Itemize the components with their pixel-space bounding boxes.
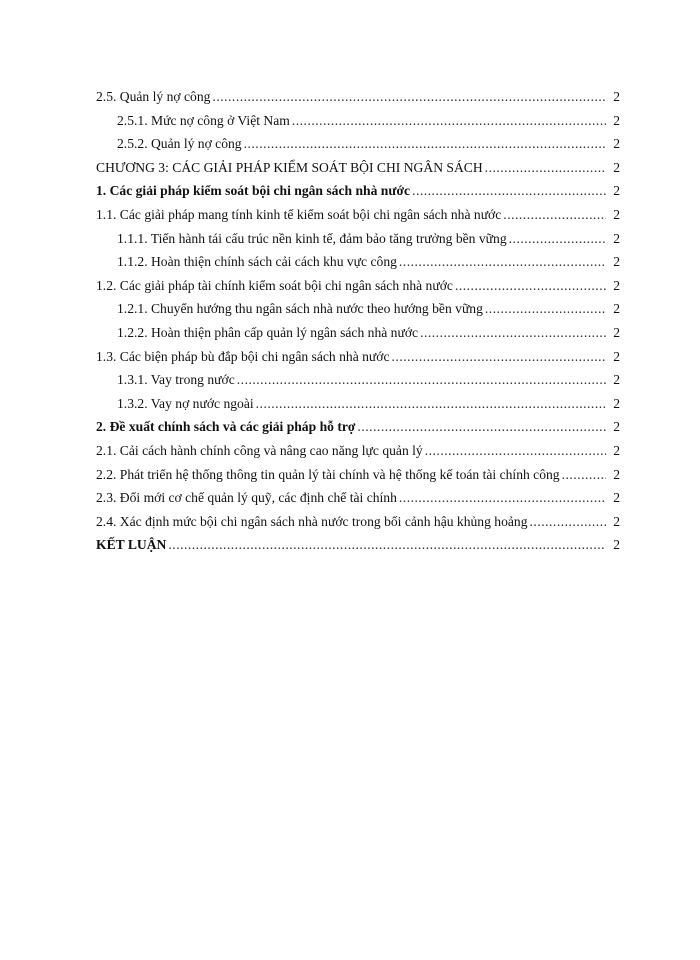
- toc-entry-title: 2.5.1. Mức nợ công ở Việt Nam: [117, 112, 290, 128]
- toc-entry-page-number: 2: [613, 301, 620, 317]
- dot-leader: [455, 274, 606, 298]
- dot-leader: [485, 297, 606, 321]
- toc-entry-page-number: 2: [613, 206, 620, 222]
- toc-entry-page-number: 2: [613, 442, 620, 458]
- toc-entry-title: 1.2.2. Hoàn thiện phân cấp quản lý ngân sách nhà nước: [117, 324, 419, 340]
- toc-entry[interactable]: [0, 109, 700, 133]
- toc-entry-page-number: 2: [613, 112, 620, 128]
- toc-entry-page-number: 2: [613, 277, 620, 293]
- toc-entry-page-number: 2: [613, 348, 620, 364]
- toc-entry-page-number: 2: [613, 254, 620, 270]
- toc-entry[interactable]: [0, 439, 700, 463]
- toc-entry[interactable]: [0, 156, 700, 180]
- toc-entry-page-number: 2: [613, 89, 620, 104]
- dot-leader: [503, 203, 606, 227]
- toc-entry-page-number: 2: [613, 419, 620, 435]
- toc-entry[interactable]: [0, 179, 700, 203]
- toc-entry[interactable]: [0, 463, 700, 487]
- dot-leader: [392, 345, 606, 369]
- dot-leader: [485, 156, 606, 180]
- dot-leader: [237, 368, 606, 392]
- toc-entry-title: 2.3. Đổi mới cơ chế quản lý quỹ, các định chế tài chính: [96, 490, 397, 506]
- toc-entry-title: KẾT LUẬN: [96, 537, 167, 553]
- toc-entry-title: 1.2.1. Chuyển hướng thu ngân sách nhà nước theo hướng bền vững: [117, 301, 483, 317]
- toc-entry-page-number: 2: [613, 372, 620, 388]
- toc-entry[interactable]: [0, 368, 700, 392]
- toc-entry[interactable]: [0, 510, 700, 534]
- toc-entry[interactable]: [0, 486, 700, 510]
- toc-entry-title: 2.5.2. Quản lý nợ công: [117, 136, 242, 152]
- toc-entry-page-number: 2: [613, 537, 620, 553]
- toc-entry-page-number: 2: [613, 324, 620, 340]
- toc-entry-title: 1.1. Các giải pháp mang tính kinh tế kiểm soát bội chi ngân sách nhà nước: [96, 206, 502, 222]
- dot-leader: [399, 250, 606, 274]
- dot-leader: [530, 510, 606, 534]
- dot-leader: [357, 415, 606, 439]
- dot-leader: [168, 533, 606, 557]
- toc-entry[interactable]: [0, 132, 700, 156]
- toc-entry-page-number: 2: [613, 183, 620, 199]
- toc-entry-page-number: 2: [613, 490, 620, 506]
- toc-entry[interactable]: [0, 345, 700, 369]
- dot-leader: [425, 439, 606, 463]
- toc-entry[interactable]: [0, 85, 700, 109]
- dot-leader: [256, 392, 606, 416]
- toc-entry-page-number: 2: [613, 230, 620, 246]
- dot-leader: [420, 321, 606, 345]
- dot-leader: [509, 227, 606, 251]
- toc-entry-title: 1. Các giải pháp kiểm soát bội chi ngân sách nhà nước: [96, 183, 411, 199]
- dot-leader: [244, 132, 606, 156]
- toc-entry[interactable]: [0, 274, 700, 298]
- toc-entry[interactable]: [0, 321, 700, 345]
- toc-entry-title: 1.3.2. Vay nợ nước ngoài: [117, 395, 254, 411]
- toc-entry-title: 1.2. Các giải pháp tài chính kiểm soát bội chi ngân sách nhà nước: [96, 277, 453, 293]
- toc-entry[interactable]: [0, 297, 700, 321]
- toc-entry-page-number: 2: [613, 159, 620, 175]
- dot-leader: [399, 486, 606, 510]
- toc-entry-title: CHƯƠNG 3: CÁC GIẢI PHÁP KIỂM SOÁT BỘI CHI NGÂN SÁCH: [96, 159, 483, 175]
- toc-entry-title: 1.1.2. Hoàn thiện chính sách cải cách khu vực công: [117, 254, 397, 270]
- toc-entry-page-number: 2: [613, 513, 620, 529]
- toc-entry-title: 2.5. Quản lý nợ công: [96, 89, 211, 104]
- table-of-contents: [0, 85, 700, 557]
- toc-entry[interactable]: [0, 250, 700, 274]
- toc-entry-title: 1.3.1. Vay trong nước: [117, 372, 235, 388]
- toc-entry-title: 2. Đề xuất chính sách và các giải pháp hỗ trợ: [96, 419, 356, 435]
- dot-leader: [412, 179, 606, 203]
- dot-leader: [292, 109, 606, 133]
- toc-entry[interactable]: [0, 392, 700, 416]
- toc-entry-title: 2.1. Cải cách hành chính công và nâng cao năng lực quản lý: [96, 442, 423, 458]
- dot-leader: [212, 85, 606, 109]
- toc-entry-title: 2.4. Xác định mức bội chi ngân sách nhà nước trong bối cảnh hậu khủng hoảng: [96, 513, 528, 529]
- toc-entry[interactable]: [0, 227, 700, 251]
- toc-entry[interactable]: [0, 415, 700, 439]
- toc-entry-page-number: 2: [613, 136, 620, 152]
- toc-entry-page-number: 2: [613, 395, 620, 411]
- toc-entry-title: 1.3. Các biện pháp bù đắp bội chi ngân sách nhà nước: [96, 348, 390, 364]
- toc-entry[interactable]: [0, 203, 700, 227]
- toc-entry-title: 1.1.1. Tiến hành tái cấu trúc nền kinh tế, đảm bảo tăng trưởng bền vững: [117, 230, 507, 246]
- toc-entry-page-number: 2: [613, 466, 620, 482]
- toc-entry[interactable]: [0, 533, 700, 557]
- dot-leader: [562, 463, 606, 487]
- toc-entry-title: 2.2. Phát triển hệ thống thông tin quản lý tài chính và hệ thống kế toán tài chính công: [96, 466, 560, 482]
